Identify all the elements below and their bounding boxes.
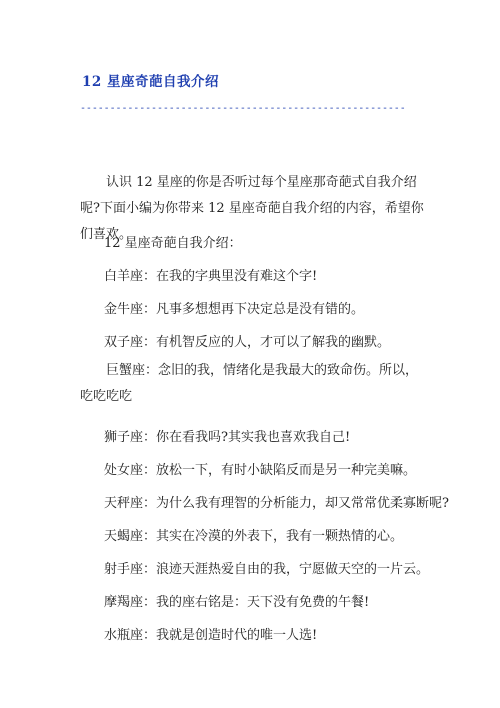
entry-capricorn: 摩羯座：我的座右铭是：天下没有免费的午餐! [104, 595, 370, 610]
entry-aries: 白羊座：在我的字典里没有难这个字! [104, 269, 318, 284]
entry-taurus: 金牛座：凡事多想想再下决定总是没有错的。 [104, 302, 365, 317]
entry-aquarius: 水瓶座：我就是创造时代的唯一人选! [104, 628, 318, 643]
entry-sagittarius: 射手座：浪迹天涯热爱自由的我，宁愿做天空的一片云。 [104, 562, 430, 577]
entry-virgo: 处女座：放松一下，有时小缺陷反而是另一种完美嘛。 [104, 463, 417, 478]
entry-scorpio: 天蝎座：其实在冷漠的外表下，我有一颗热情的心。 [104, 529, 404, 544]
entry-cancer: 巨蟹座：念旧的我，情绪化是我最大的致命伤。所以，吃吃吃吃 [80, 363, 419, 404]
intro-paragraph: 认识 12 星座的你是否听过每个星座那奇葩式自我介绍呢?下面小编为你带来 12 星座奇葩自我介绍的内容，希望你们喜欢。 [80, 175, 424, 242]
entry-leo: 狮子座：你在看我吗?其实我也喜欢我自己! [104, 430, 351, 445]
subheading: 12 星座奇葩自我介绍： [104, 236, 242, 251]
document-title: 12 星座奇葩自我介绍 [82, 74, 219, 90]
title-divider: ------------------------------------------------------- [80, 103, 406, 114]
entry-libra: 天秤座：为什么我有理智的分析能力，却又常常优柔寡断呢? [104, 496, 449, 511]
entry-gemini: 双子座：有机智反应的人，才可以了解我的幽默。 [104, 335, 391, 350]
